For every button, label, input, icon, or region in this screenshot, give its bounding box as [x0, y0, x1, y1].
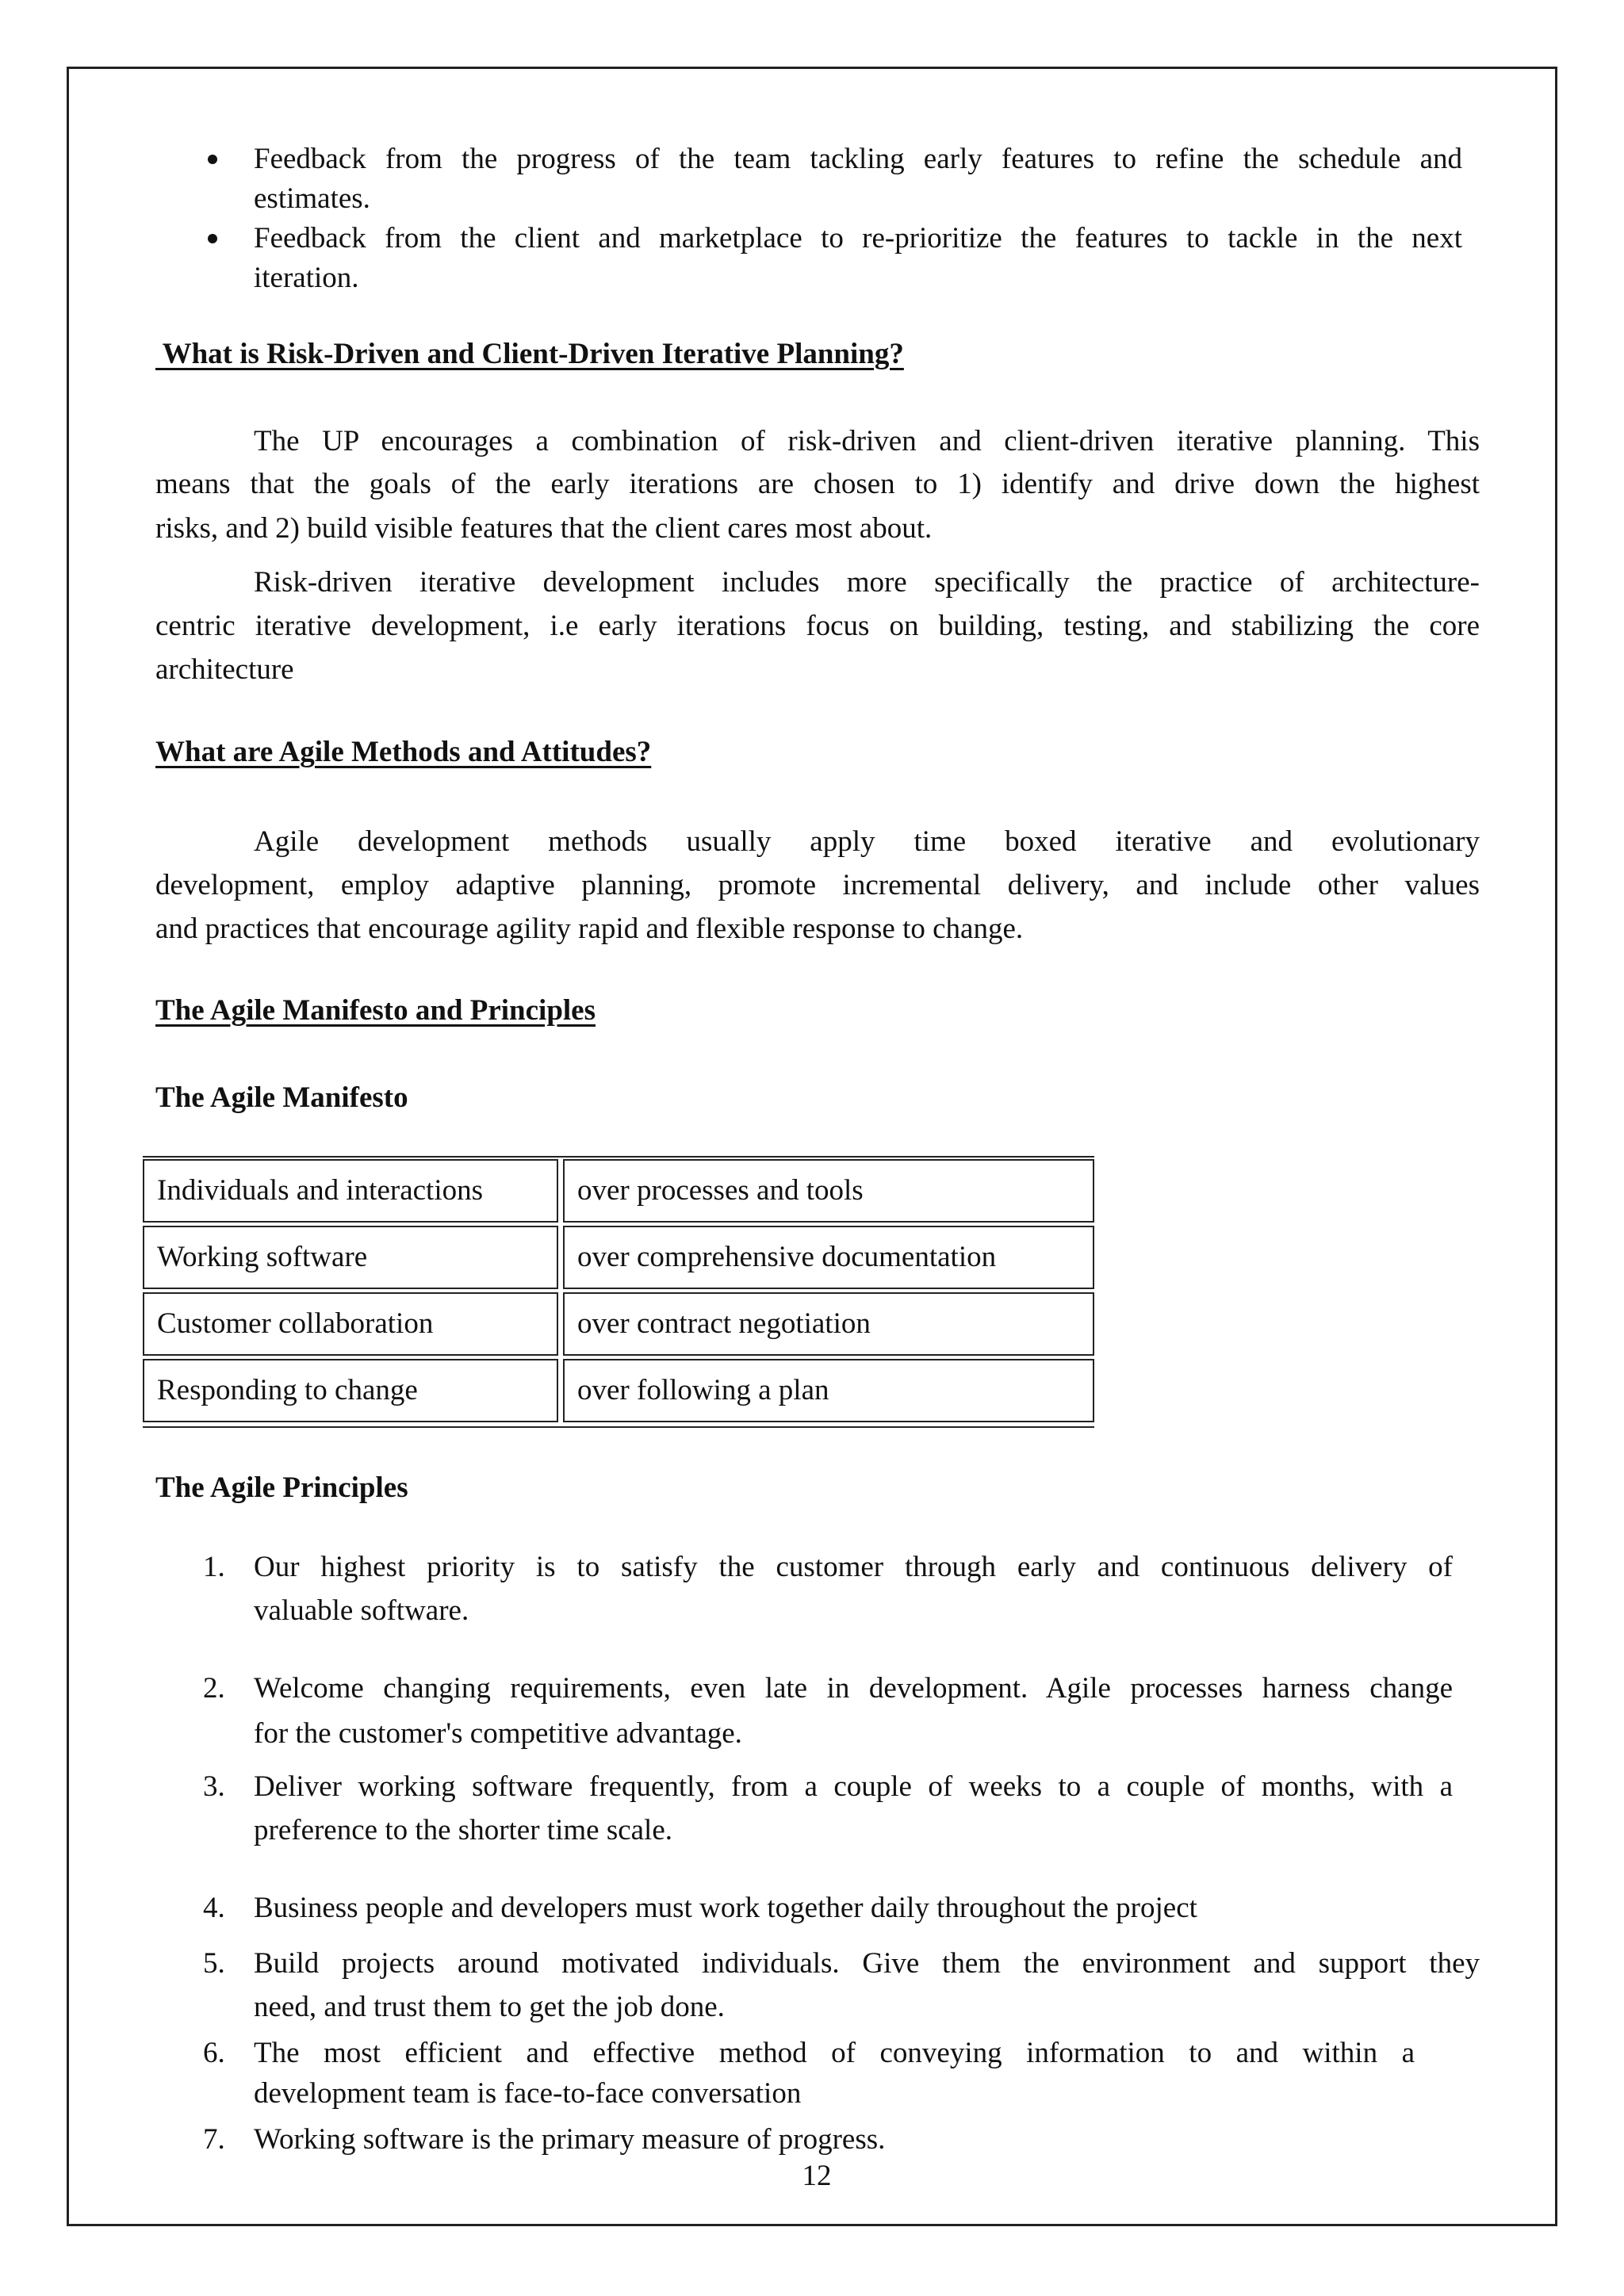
- paragraph-line: The UP encourages a combination of risk-driven and client-driven iterative planning. This: [254, 425, 1480, 457]
- section-heading-risk: What is Risk-Driven and Client-Driven Iterative Planning?: [155, 338, 904, 370]
- table-cell-value: Responding to change: [143, 1359, 558, 1422]
- subheading-manifesto: The Agile Manifesto: [155, 1081, 408, 1114]
- table-row: [143, 1226, 1094, 1289]
- paragraph-line: development, employ adaptive planning, promote incremental delivery, and include other values: [155, 869, 1480, 901]
- list-number: 7.: [203, 2123, 225, 2156]
- list-item-line: Working software is the primary measure of progress.: [254, 2123, 886, 2156]
- bullet-marker: [208, 234, 217, 243]
- table-cell-value: Individuals and interactions: [143, 1159, 558, 1223]
- table-row: [143, 1159, 1094, 1223]
- list-item-line: preference to the shorter time scale.: [254, 1814, 673, 1846]
- bullet-line: iteration.: [254, 262, 359, 294]
- list-item-line: development team is face-to-face conversation: [254, 2077, 802, 2110]
- table-row: [143, 1292, 1094, 1356]
- table-row: [143, 1359, 1094, 1422]
- list-number: 2.: [203, 1672, 225, 1705]
- list-number: 4.: [203, 1892, 225, 1924]
- paragraph-line: centric iterative development, i.e early iterations focus on building, testing, and stabilizing the core: [155, 610, 1480, 642]
- paragraph-line: and practices that encourage agility rapid and flexible response to change.: [155, 913, 1024, 945]
- table-cell-over: over comprehensive documentation: [563, 1226, 1094, 1289]
- paragraph-line: means that the goals of the early iterations are chosen to 1) identify and drive down the highest: [155, 468, 1480, 500]
- list-item-line: for the customer's competitive advantage.: [254, 1717, 742, 1750]
- section-heading-manifesto: The Agile Manifesto and Principles: [155, 994, 596, 1027]
- list-item-line: The most efficient and effective method of conveying information to and within a: [254, 2037, 1415, 2069]
- table-cell-over: over contract negotiation: [563, 1292, 1094, 1356]
- bullet-line: Feedback from the client and marketplace to re-prioritize the features to tackle in the next: [254, 222, 1462, 254]
- list-item-line: Build projects around motivated individuals. Give them the environment and support they: [254, 1947, 1480, 1980]
- paragraph-line: architecture: [155, 653, 294, 686]
- list-item-line: Deliver working software frequently, from a couple of weeks to a couple of months, with a: [254, 1770, 1453, 1803]
- section-heading-agile: What are Agile Methods and Attitudes?: [155, 736, 652, 768]
- list-number: 6.: [203, 2037, 225, 2069]
- list-item-line: Welcome changing requirements, even late in development. Agile processes harness change: [254, 1672, 1453, 1705]
- table-cell-value: Working software: [143, 1226, 558, 1289]
- list-item-line: need, and trust them to get the job done.: [254, 1991, 725, 2023]
- table-cell-over: over processes and tools: [563, 1159, 1094, 1223]
- bullet-line: estimates.: [254, 182, 370, 215]
- list-item-line: valuable software.: [254, 1594, 469, 1627]
- list-number: 3.: [203, 1770, 225, 1803]
- section-heading-principles: The Agile Principles: [155, 1471, 408, 1504]
- paragraph-line: Agile development methods usually apply time boxed iterative and evolutionary: [254, 825, 1480, 858]
- list-number: 5.: [203, 1947, 225, 1980]
- page-number: 12: [802, 2160, 832, 2192]
- bullet-marker: [208, 155, 217, 164]
- list-number: 1.: [203, 1551, 225, 1583]
- table-cell-over: over following a plan: [563, 1359, 1094, 1422]
- manifesto-table: [143, 1156, 1094, 1428]
- list-item-line: Our highest priority is to satisfy the customer through early and continuous delivery of: [254, 1551, 1453, 1583]
- paragraph-line: risks, and 2) build visible features that the client cares most about.: [155, 512, 933, 545]
- list-item-line: Business people and developers must work together daily throughout the project: [254, 1892, 1197, 1924]
- table-cell-value: Customer collaboration: [143, 1292, 558, 1356]
- bullet-line: Feedback from the progress of the team tackling early features to refine the schedule and: [254, 143, 1462, 175]
- paragraph-line: Risk-driven iterative development includes more specifically the practice of architecture-: [254, 566, 1480, 599]
